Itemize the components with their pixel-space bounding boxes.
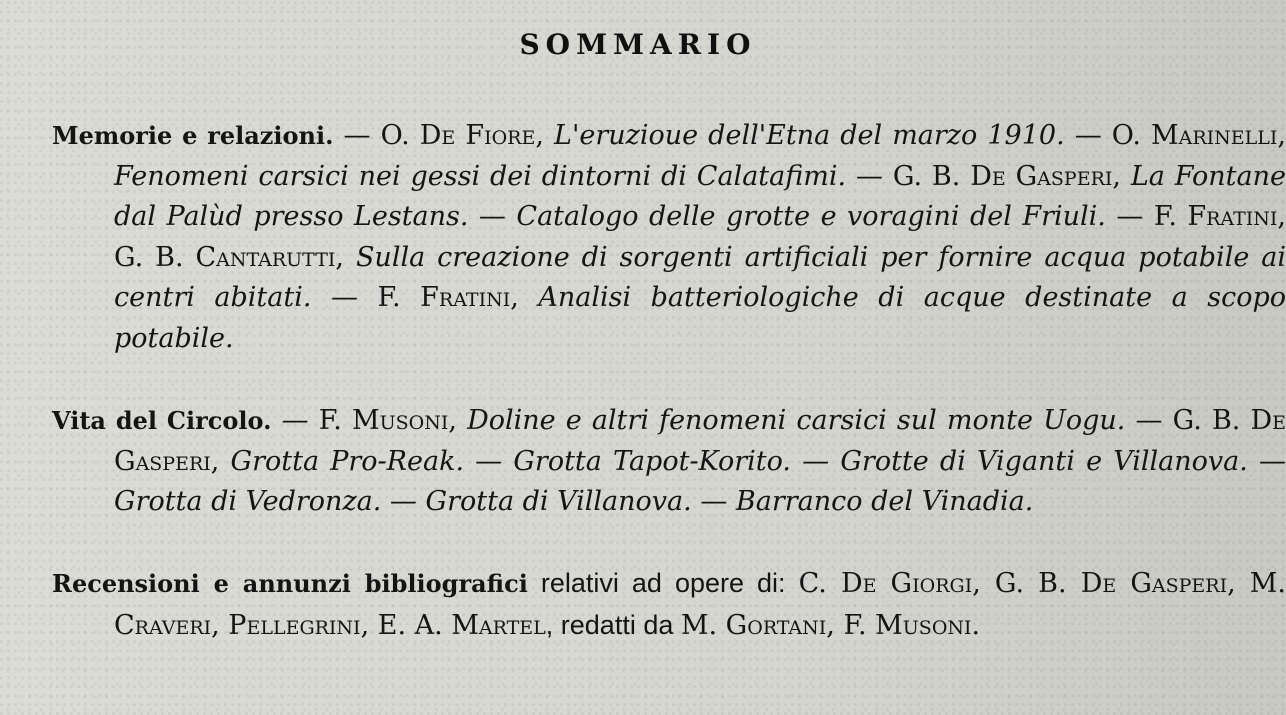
work-title: L'eruzioue dell'Etna del marzo 1910. bbox=[554, 120, 1065, 151]
author-name: O. De Fiore bbox=[380, 120, 536, 151]
separator: , bbox=[535, 120, 555, 151]
separator: , bbox=[1277, 120, 1286, 151]
separator: — bbox=[1105, 201, 1154, 232]
separator: , bbox=[510, 282, 539, 313]
entry-end: . bbox=[971, 609, 981, 641]
section-heading-memorie: Memorie e relazioni. bbox=[52, 121, 334, 150]
work-title: Analisi batteriologiche di acque destinate a scopo potabile. bbox=[114, 282, 1286, 354]
separator: — bbox=[271, 405, 319, 436]
work-title: Fenomeni carsici nei gessi dei dintorni di Calatafimi. bbox=[114, 160, 847, 192]
separator: , bbox=[210, 445, 231, 477]
separator: — bbox=[1125, 405, 1173, 436]
author-list: C. De Giorgi, G. B. De Gasperi, M. Craveri, Pellegrini, E. A. Martel bbox=[114, 568, 1286, 641]
separator: , bbox=[1112, 160, 1131, 192]
separator: , bbox=[448, 405, 468, 436]
entry-text: relativi ad opere di: bbox=[527, 568, 799, 598]
author-name: G. B. De Gasperi bbox=[114, 405, 1286, 477]
author-name: G. B. De Gasperi bbox=[892, 160, 1113, 192]
work-title: La Fontane dal Palùd presso Lestans. — Catalogo delle grotte e voragini del Friuli. bbox=[114, 160, 1286, 232]
author-name: F. Fratini bbox=[377, 282, 511, 313]
editor-list: M. Gortani, F. Musoni bbox=[680, 609, 972, 641]
entry-text: , redatti da bbox=[545, 609, 681, 640]
summary-entry-memorie bbox=[52, 116, 1286, 359]
author-name: F. Musoni bbox=[318, 405, 449, 436]
separator: — bbox=[311, 282, 378, 313]
work-title: Grotta Pro-Reak. — Grotta Tapot-Korito. — Grotte di Viganti e Villanova. — Grotta di Vedronza. — Grotta di Villanova. — Barranco del Vinadia. bbox=[114, 445, 1286, 517]
page-title: SOMMARIO bbox=[519, 28, 757, 61]
work-title: Sulla creazione di sorgenti artificiali per fornire acqua potabile ai centri abitati. bbox=[114, 241, 1286, 313]
separator: — bbox=[1064, 120, 1112, 151]
author-name: O. Marinelli bbox=[1111, 120, 1278, 151]
section-heading-vita: Vita del Circolo. bbox=[52, 406, 272, 435]
separator: — bbox=[333, 120, 381, 151]
summary-entry-recensioni bbox=[52, 563, 1286, 646]
separator: , bbox=[335, 241, 356, 273]
author-name: F. Fratini, G. B. Cantarutti bbox=[114, 201, 1286, 273]
work-title: Doline e altri fenomeni carsici sul monte Uogu. bbox=[467, 405, 1126, 436]
separator: — bbox=[846, 160, 893, 192]
section-heading-recensioni: Recensioni e annunzi bibliografici bbox=[52, 569, 528, 598]
summary-entry-vita bbox=[52, 401, 1286, 523]
